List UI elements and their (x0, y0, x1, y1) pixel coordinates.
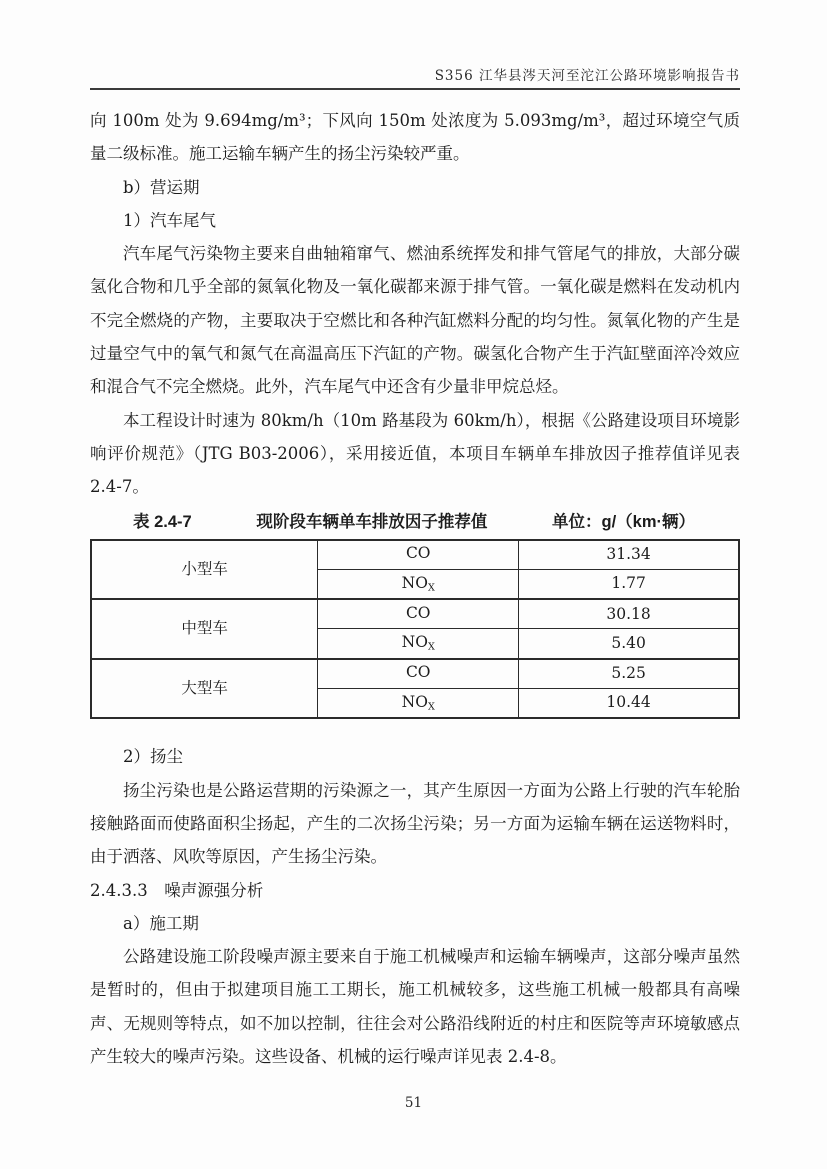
heading-noise-section: 2.4.3.3 噪声源强分析 (90, 880, 264, 900)
value-cell: 5.25 (519, 659, 739, 689)
paragraph-air-quality-continuation: 向 100m 处为 9.694mg/m³；下风向 150m 处浓度为 5.093mg/m³，超过环境空气质量二级标准。施工运输车辆产生的扬尘污染较严重。 (90, 111, 740, 164)
paragraph-dust: 扬尘污染也是公路运营期的污染源之一，其产生原因一方面为公路上行驶的汽车轮胎接触路面而使路面积尘扬起，产生的二次扬尘污染；另一方面为运输车辆在运送物料时，由于洒落、风吹等原因，产生扬尘污染。 (90, 780, 740, 867)
heading-operation-period: b）营运期 (123, 177, 200, 197)
pollutant-cell: NOX (318, 629, 519, 659)
paragraph-exhaust-sources: 汽车尾气污染物主要来自曲轴箱窜气、燃油系统挥发和排气管尾气的排放，大部分碳氢化合物和几乎全部的氮氧化物及一氧化碳都来源于排气管。一氧化碳是燃料在发动机内不完全燃烧的产物，主要取决于空燃比和各种汽缸燃料分配的均匀性。氮氧化物的产生是过量空气中的氧气和氮气在高温高压下汽缸的产物。碳氢化合物产生于汽缸壁面淬冷效应和混合气不完全燃烧。此外，汽车尾气中还含有少量非甲烷总烃。 (90, 244, 740, 397)
table-caption-title: 现阶段车辆单车排放因子推荐值 (256, 512, 488, 531)
heading-construction-period: a）施工期 (123, 913, 199, 933)
table-row (91, 540, 739, 570)
emission-factor-table (90, 539, 740, 720)
value-cell: 31.34 (519, 540, 739, 570)
vehicle-type-cell: 大型车 (91, 659, 318, 719)
heading-vehicle-exhaust: 1）汽车尾气 (123, 210, 216, 230)
table-caption-label: 表 2.4-7 (133, 512, 192, 531)
heading-dust: 2）扬尘 (123, 747, 183, 767)
table-row (91, 599, 739, 629)
pollutant-cell: CO (318, 540, 519, 570)
page-number: 51 (404, 1095, 423, 1111)
value-cell: 30.18 (519, 599, 739, 629)
table-caption (90, 507, 740, 537)
pollutant-cell: CO (318, 599, 519, 629)
table-caption-unit: 单位：g/（km·辆） (551, 512, 695, 531)
paragraph-construction-noise: 公路建设施工阶段噪声源主要来自于施工机械噪声和运输车辆噪声，这部分噪声虽然是暂时的，但由于拟建项目施工工期长，施工机械较多，这些施工机械一般都具有高噪声、无规则等特点，如不加以控制，往往会对公路沿线附近的村庄和医院等声环境敏感点产生较大的噪声污染。这些设备、机械的运行噪声详见表 2.4-8。 (90, 947, 740, 1067)
vehicle-type-cell: 中型车 (91, 599, 318, 659)
running-header: S356 江华县涔天河至沱江公路环境影响报告书 (434, 68, 740, 84)
page-body (90, 90, 740, 1073)
value-cell: 1.77 (519, 569, 739, 599)
table-row (91, 659, 739, 689)
pollutant-cell: NOX (318, 569, 519, 599)
value-cell: 10.44 (519, 689, 739, 719)
pollutant-cell: NOX (318, 689, 519, 719)
pollutant-cell: CO (318, 659, 519, 689)
vehicle-type-cell: 小型车 (91, 540, 318, 600)
paragraph-design-speed: 本工程设计时速为 80km/h（10m 路基段为 60km/h），根据《公路建设项目环境影响评价规范》（JTG B03-2006），采用接近值，本项目车辆单车排放因子推荐值详见表 2.4-7。 (90, 410, 740, 497)
value-cell: 5.40 (519, 629, 739, 659)
